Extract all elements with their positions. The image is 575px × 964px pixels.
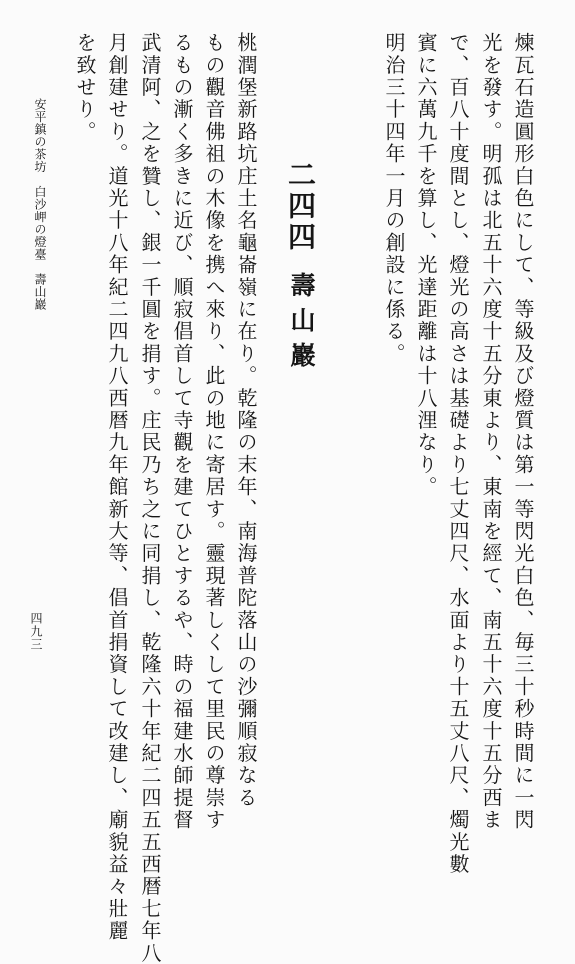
text-line-9: 武清阿、之を贊し、銀一千圓を捐す。庄民乃ち之に同捐し、乾隆六十年紀二四五五西暦七年八 [138,32,162,964]
text-line-4: 賓に六萬九千を算し、光達距離は十八浬なり。 [414,32,438,499]
text-line-1: 煉瓦石造圓形白色にして、等級及び燈質は第一等閃光白色、毎三十秒時間に一閃 [511,32,535,832]
text-line-8: るもの漸く多きに近び、順寂倡首して寺觀を建てひとするや、時の福建水師提督 [170,32,194,832]
running-head: 安平鎮の茶坊 白沙岬の燈臺 壽山巖 [33,98,47,311]
text-line-10: 月創建せり。道光十八年紀二四九八西暦九年館新大等、倡首捐資して改建し、廟貌益々壯麗 [105,32,129,943]
text-line-11: を致せり。 [73,32,97,143]
text-line-3: で、百八十度間とし、燈光の高さは基礎より七丈四尺、水面より十五丈八尺、燭光數 [446,32,470,876]
text-line-6: 桃潤堡新路坑庄土名龜崙嶺に在り。乾隆の末年、南海普陀落山の沙彌順寂なる [234,32,258,809]
page-number: 四九三 [29,612,43,651]
section-number: 二四四 [284,160,317,253]
text-line-5: 明治三十四年一月の創設に係る。 [382,32,406,365]
text-line-2: 光を發す。明孤は北五十六度十五分東より、東南を經て、南五十六度十五分西ま [479,32,503,832]
section-title: 壽山巖 [287,272,316,377]
text-line-7: もの觀音佛祖の木像を携へ來り、此の地に寄居す。靈現著しくして里民の尊崇す [202,32,226,832]
